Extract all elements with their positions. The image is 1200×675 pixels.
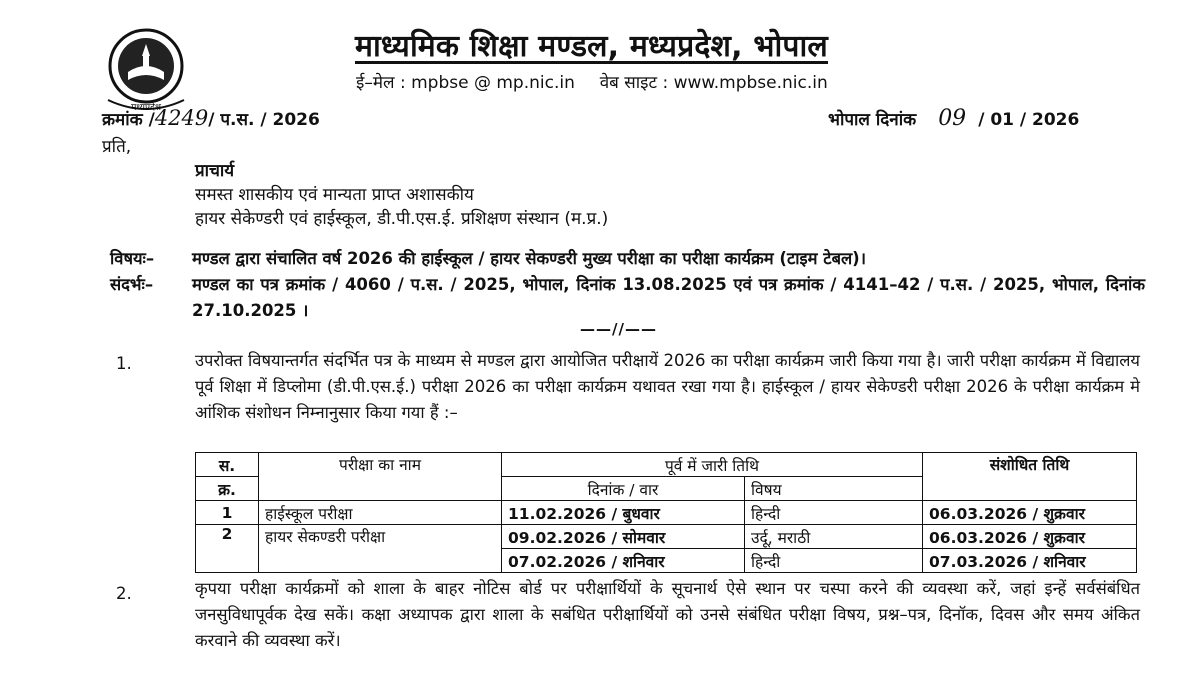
ref-suffix: / प.स. / 2026 <box>208 110 320 130</box>
reference-label: संदर्भः– <box>110 275 154 294</box>
header-revised-date: संशोधित तिथि <box>923 453 1137 501</box>
board-emblem-icon <box>100 26 192 114</box>
row-revised: 06.03.2026 / शुक्रवार <box>923 525 1137 549</box>
paragraph-2-text: कृपया परीक्षा कार्यक्रमों को शाला के बाहर नोटिस बोर्ड पर परीक्षार्थियों के सूचनार्थ ऐसे स्थान पर चस्पा करने की व्यवस्था करें, जहां इन्हें सर्वसंबंधित जनसुविधापूर्वक देख सकें। कक्षा अध्यापक द्वारा शाला के सबंधित परीक्षार्थियों को उनसे संबंधित परीक्षा विषय, प्रश्न–पत्र, दिनॉक, दिवस और समय अंकित करवाने की व्यवस्था करें। <box>195 579 1140 650</box>
row-exam: हाईस्कूल परीक्षा <box>259 501 502 525</box>
revised-schedule-table <box>195 452 1137 573</box>
row-subject: हिन्दी <box>745 501 923 525</box>
header-sno-line2: क्र. <box>196 477 259 501</box>
row-subject: उर्दू, मराठी <box>745 525 923 549</box>
row-revised: 07.03.2026 / शनिवार <box>923 549 1137 573</box>
date-day-handwritten: 09 <box>938 106 967 131</box>
row-subject: हिन्दी <box>745 549 923 573</box>
header-subject: विषय <box>745 477 923 501</box>
subject-text: मण्डल द्वारा संचालित वर्ष 2026 की हाईस्कूल / हायर सेकण्डरी मुख्य परीक्षा का परीक्षा कार्यक्रम (टाइम टेबल)। <box>192 249 866 268</box>
date-rest: / 01 / 2026 <box>978 110 1080 130</box>
row-date: 11.02.2026 / बुधवार <box>502 501 745 525</box>
header-prev-date: पूर्व में जारी तिथि <box>502 453 923 477</box>
email-address: mpbse @ mp.nic.in <box>411 73 575 93</box>
paragraph-1-text: उपरोक्त विषयान्तर्गत संदर्भित पत्र के माध्यम से मण्डल द्वारा आयोजित परीक्षायें 2026 का परीक्षा कार्यक्रम जारी किया गया है। जारी परीक्षा कार्यक्रम में विद्यालय पूर्व शिक्षा में डिप्लोमा (डी.पी.एस.ई.) परीक्षा 2026 का परीक्षा कार्यक्रम यथावत रखा गया है। हाईस्कूल / हायर सेकेण्डरी परीक्षा 2026 के परीक्षा कार्यक्रम मे आंशिक संशोधन निम्नानुसार किया गया हैं :– <box>195 351 1140 422</box>
row-date: 09.02.2026 / सोमवार <box>502 525 745 549</box>
to-label: प्रति, <box>102 137 132 157</box>
table-header-row <box>196 453 1137 477</box>
reference-line <box>110 272 1145 324</box>
date-label: भोपाल दिनांक <box>828 110 917 130</box>
subject-label: विषयः– <box>110 249 155 268</box>
addressee-line-3: हायर सेकेण्डरी एवं हाईस्कूल, डी.पी.एस.ई. प्रशिक्षण संस्थान (म.प्र.) <box>195 209 609 229</box>
header-date-day: दिनांक / वार <box>502 477 745 501</box>
contact-line: ई–मेल : mpbse @ mp.nic.in वेब साइट : www.mpbse.nic.in <box>356 73 828 93</box>
ref-number-handwritten: 4249 <box>154 106 209 130</box>
letter-date <box>828 106 1079 131</box>
reference-number <box>102 106 320 130</box>
row-sno: 1 <box>196 501 259 525</box>
email-label: ई–मेल <box>356 73 395 93</box>
subject-line <box>110 246 866 269</box>
row-sno: 2 <box>196 525 259 573</box>
addressee-line-2: समस्त शासकीय एवं मान्यता प्राप्त अशासकीय <box>195 185 474 205</box>
ref-prefix: क्रमांक / <box>102 110 155 130</box>
logo-caption: मध्यप्रदेश <box>130 103 162 113</box>
paragraph-1-number: 1. <box>116 354 132 373</box>
header-sno: स. <box>196 453 259 477</box>
addressee-line-1: प्राचार्य <box>195 161 235 181</box>
board-title: माध्यमिक शिक्षा मण्डल, मध्यप्रदेश, भोपाल <box>355 29 828 64</box>
table-row <box>196 525 1137 549</box>
section-divider: ——//—— <box>580 320 657 338</box>
website-address: www.mpbse.nic.in <box>673 73 828 93</box>
row-date: 07.02.2026 / शनिवार <box>502 549 745 573</box>
row-exam: हायर सेकण्डरी परीक्षा <box>259 525 502 573</box>
website-label: वेब साइट <box>599 73 658 93</box>
paragraph-2-number: 2. <box>116 584 132 603</box>
row-revised: 06.03.2026 / शुक्रवार <box>923 501 1137 525</box>
header-exam-name: परीक्षा का नाम <box>259 453 502 501</box>
table-row <box>196 501 1137 525</box>
reference-text: मण्डल का पत्र क्रमांक / 4060 / प.स. / 2025, भोपाल, दिनांक 13.08.2025 एवं पत्र क्रमांक / 4141–42 / प.स. / 2025, भोपाल, दिनांक 27.10.2025 । <box>192 275 1145 320</box>
